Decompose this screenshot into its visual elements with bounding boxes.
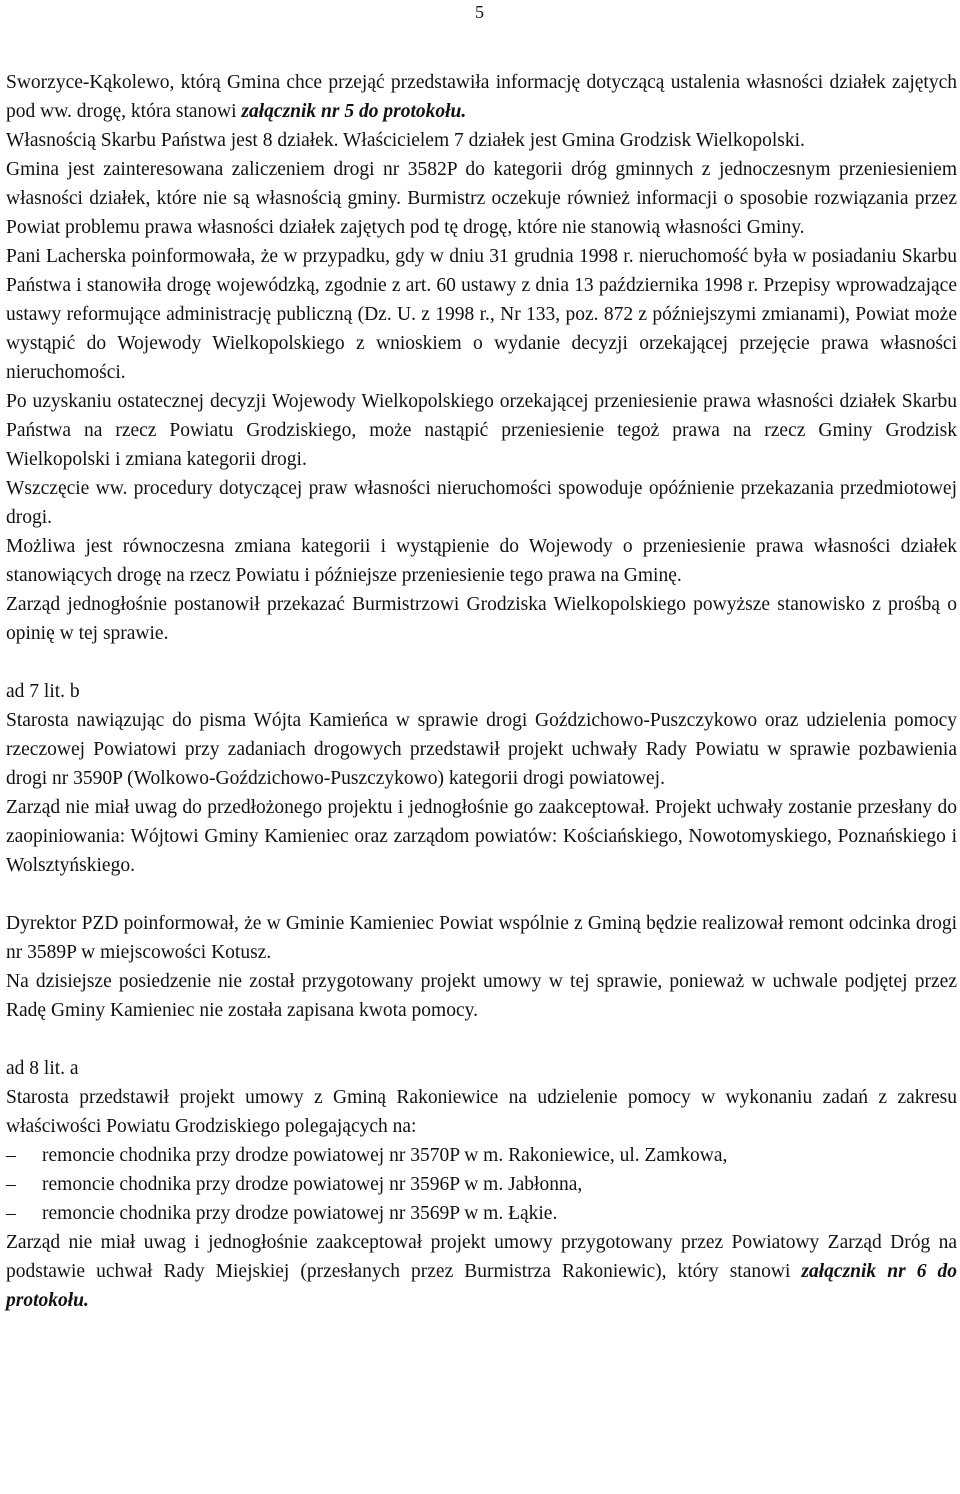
paragraph xyxy=(6,1228,957,1315)
spacer xyxy=(6,880,957,909)
list-item-text: remoncie chodnika przy drodze powiatowej nr 3596P w m. Jabłonna, xyxy=(42,1174,583,1195)
paragraph: Zarząd jednogłośnie postanowił przekazać Burmistrzowi Grodziska Wielkopolskiego powyższe stanowisko z prośbą o opinię w tej sprawie. xyxy=(6,594,957,644)
paragraph: Dyrektor PZD poinformował, że w Gminie Kamieniec Powiat wspólnie z Gminą będzie realizował remont odcinka drogi nr 3589P w miejscowości Kotusz. xyxy=(6,913,957,963)
paragraph: Gmina jest zainteresowana zaliczeniem drogi nr 3582P do kategorii dróg gminnych z jednoczesnym przeniesieniem własności działek, które nie są własnością gminy. Burmistrz oczekuje również informacji o sposobie rozwiązania przez Powiat problemu prawa własności działek zajętych pod tę drogę, które nie stanowią własności Gminy. xyxy=(6,159,957,238)
spacer xyxy=(6,648,957,677)
section-heading: ad 7 lit. b xyxy=(6,681,80,702)
paragraph: Wszczęcie ww. procedury dotyczącej praw własności nieruchomości spowoduje opóźnienie przekazania przedmiotowej drogi. xyxy=(6,478,957,528)
spacer xyxy=(6,1025,957,1054)
paragraph-text: Zarząd nie miał uwag i jednogłośnie zaakceptował projekt umowy przygotowany przez Powiatowy Zarząd Dróg na podstawie uchwał Rady Miejskiej (przesłanych przez Burmistrza Rakoniewic), który stanowi xyxy=(6,1232,957,1282)
list-dash: – xyxy=(6,1145,16,1166)
paragraph xyxy=(6,68,957,126)
paragraph: Możliwa jest równoczesna zmiana kategorii i wystąpienie do Wojewody o przeniesienie prawa własności działek stanowiących drogę na rzecz Powiatu i późniejsze przeniesienie tego prawa na Gminę. xyxy=(6,536,957,586)
paragraph: Pani Lacherska poinformowała, że w przypadku, gdy w dniu 31 grudnia 1998 r. nieruchomość była w posiadaniu Skarbu Państwa i stanowiła drogę wojewódzką, zgodnie z art. 60 ustawy z dnia 13 października 1998 r. Przepisy wprowadzające ustawy reformujące administrację publiczną (Dz. U. z 1998 r., Nr 133, poz. 872 z późniejszymi zmianami), Powiat może wystąpić do Wojewody Wielkopolskiego z wnioskiem o wydanie decyzji orzekającej przejęcie prawa własności nieruchomości. xyxy=(6,246,957,383)
list-dash: – xyxy=(6,1174,16,1195)
paragraph: Zarząd nie miał uwag do przedłożonego projektu i jednogłośnie go zaakceptował. Projekt uchwały zostanie przesłany do zaopiniowania: Wójtowi Gminy Kamieniec oraz zarządom powiatów: Kościańskiego, Nowotomyskiego, Poznańskiego i Wolsztyńskiego. xyxy=(6,797,957,876)
list-dash: – xyxy=(6,1203,16,1224)
paragraph: Po uzyskaniu ostatecznej decyzji Wojewody Wielkopolskiego orzekającej przeniesienie prawa własności działek Skarbu Państwa na rzecz Powiatu Grodziskiego, może nastąpić przeniesienie tegoż prawa na rzecz Gminy Grodzisk Wielkopolski i zmiana kategorii drogi. xyxy=(6,391,957,470)
page-number: 5 xyxy=(475,2,484,22)
list-item-text: remoncie chodnika przy drodze powiatowej nr 3570P w m. Rakoniewice, ul. Zamkowa, xyxy=(42,1145,728,1166)
section-heading: ad 8 lit. a xyxy=(6,1058,79,1079)
dash-list xyxy=(6,1141,957,1228)
attachment-reference: załącznik nr 6 do protokołu. xyxy=(6,1261,957,1311)
attachment-reference: załącznik nr 5 do protokołu. xyxy=(241,101,467,122)
paragraph-text: Sworzyce-Kąkolewo, którą Gmina chce przejąć przedstawiła informację dotyczącą ustalenia własności działek zajętych pod ww. drogę, która stanowi xyxy=(6,72,957,122)
paragraph: Własnością Skarbu Państwa jest 8 działek. Właścicielem 7 działek jest Gmina Grodzisk Wielkopolski. xyxy=(6,130,805,151)
list-item-text: remoncie chodnika przy drodze powiatowej nr 3569P w m. Łąkie. xyxy=(42,1203,558,1224)
list-item xyxy=(6,1141,957,1170)
paragraph: Starosta nawiązując do pisma Wójta Kamieńca w sprawie drogi Goździchowo-Puszczykowo oraz udzielenia pomocy rzeczowej Powiatowi przy zadaniach drogowych przedstawił projekt uchwały Rady Powiatu w sprawie pozbawienia drogi nr 3590P (Wolkowo-Goździchowo-Puszczykowo) kategorii drogi powiatowej. xyxy=(6,710,957,789)
paragraph: Na dzisiejsze posiedzenie nie został przygotowany projekt umowy w tej sprawie, ponieważ w uchwale podjętej przez Radę Gminy Kamieniec nie została zapisana kwota pomocy. xyxy=(6,971,957,1021)
document-body xyxy=(6,68,957,1315)
paragraph: Starosta przedstawił projekt umowy z Gminą Rakoniewice na udzielenie pomocy w wykonaniu zadań z zakresu właściwości Powiatu Grodziskiego polegających na: xyxy=(6,1087,957,1137)
list-item xyxy=(6,1199,957,1228)
list-item xyxy=(6,1170,957,1199)
